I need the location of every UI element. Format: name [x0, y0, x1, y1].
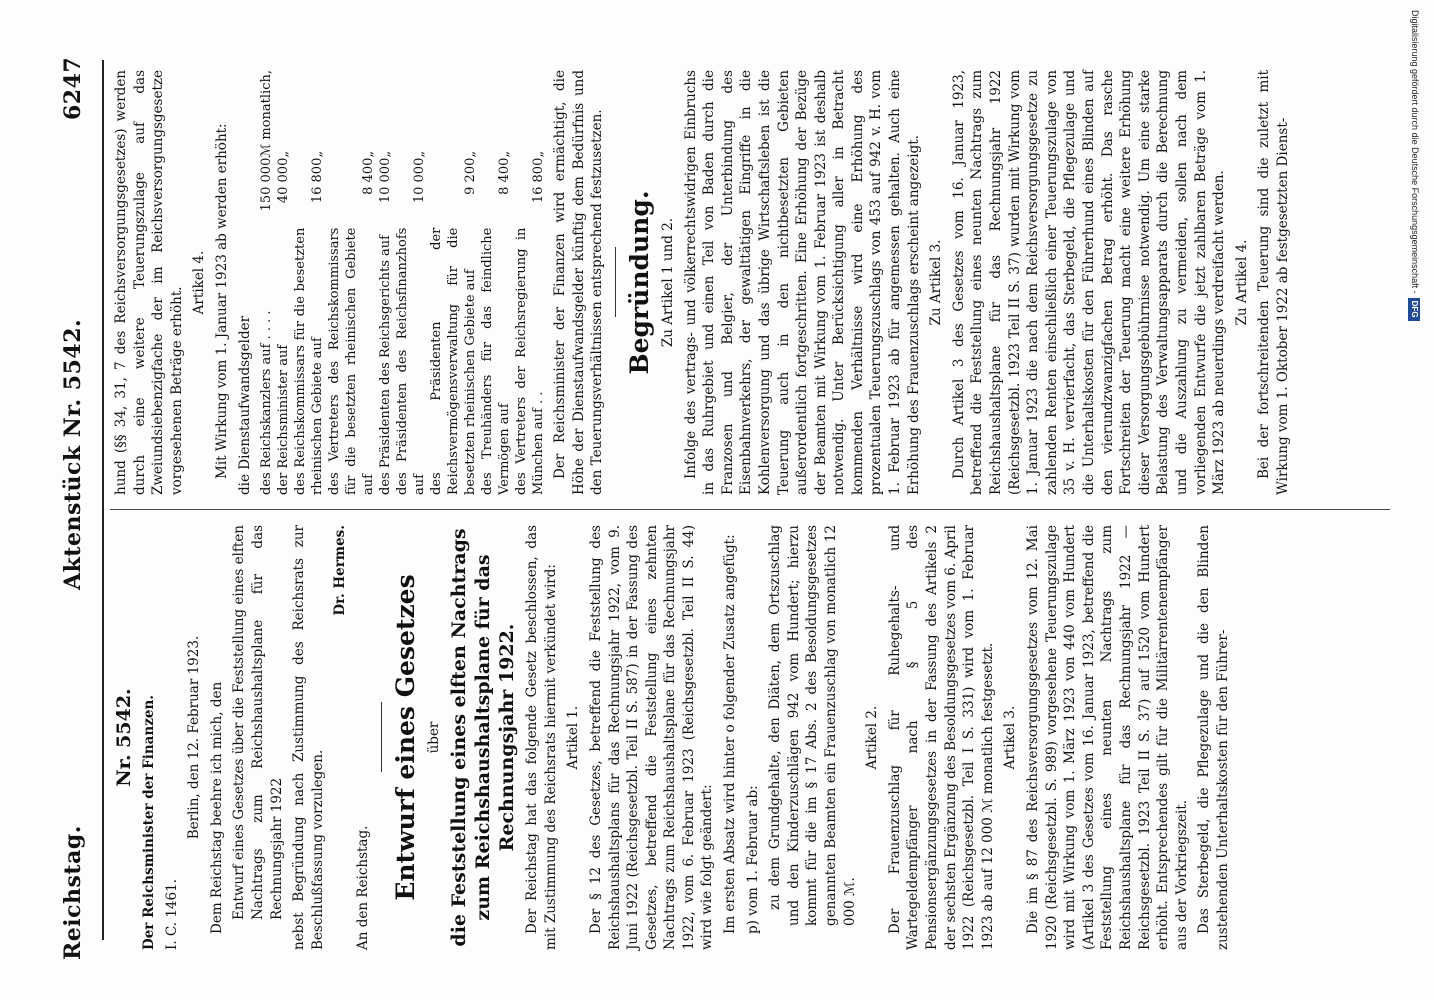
cover-bill-title: Entwurf eines Gesetzes über die Feststellung eines elften Nachtrags zum Reichshaushaltsplane für das Rechnungsjahr 1922 — [231, 525, 285, 920]
article-4-authorization: Der Reichsminister der Finanzen wird ermächtigt, die Höhe der Dienstaufwandsgelder künftig dem Bedürfnis und den Teuerungsverhältnissen entsprechend festzusetzen. — [552, 70, 606, 495]
allowance-row — [428, 70, 479, 495]
justification-text-1: Infolge des vertrags- und völkerrechtswidrigen Einbruchs in das Ruhrgebiet und einen Teil von Baden durch die Franzosen und Belgier, der Unterbindung des Eisenbahnverkehrs, der gewalttätigen Eingriffe in die Kohlenversorgung und das übrige Wirtschaftsleben ist die Teuerung auch in den nichtbesetzten Gebieten außerordentlich fortgeschritten. Eine Erhöhung der Bezüge der Beamten mit Wirkung vom 1. Februar 1923 ist deshalb notwendig. Unter Berücksichtigung aller in Betracht kommenden Verhältnisse wird eine Erhöhung des prozentualen Teuerungszuschlags von 453 auf 942 v. H. vom 1. Februar 1923 ab für angemessen gehalten. Auch eine Erhöhung des Frauenzuschlags erscheint angezeigt. — [682, 70, 922, 495]
place-date: Berlin, den 12. Februar 1923. — [186, 635, 203, 840]
allowance-unit: „ — [531, 150, 547, 158]
article-3-text: Die im § 87 des Reichsversorgungsgesetzes vom 12. Mai 1920 (Reichsgesetzbl. S. 989) vorgesehene Teuerungszulage wird mit Wirkung vom 1. März 1923 von 440 vom Hundert (Artikel 3 des Gesetzes vom 16. Januar 1923, betreffend die Feststellung eines neunten Nachtrags zum Reichshaushaltsplane für das Rechnungsjahr 1922 — Reichsgesetzbl. 1923 Teil II S. 37) auf 1520 vom Hundert erhöht. Entsprechendes gilt für die Militärrentenempfänger aus der Vorkriegszeit. — [1024, 525, 1190, 950]
funding-note-text: Digitalisierung gefördert durch die Deutsche Forschungsgemeinschaft - — [1410, 10, 1420, 294]
allowance-unit: „ — [276, 150, 292, 158]
article-3-text-2: Das Sterbegeld, die Pflegezulage und die den Blinden zustehenden Unterhaltskosten für den Führer- — [1196, 525, 1231, 950]
header-rule — [102, 60, 104, 940]
allowance-value: 8 400 — [497, 157, 513, 195]
allowance-value: 150 000 — [259, 157, 275, 212]
allowance-value: 8 400 — [361, 157, 377, 195]
allowance-unit: ℳ monatlich, — [259, 70, 275, 158]
allowance-value: 9 200 — [463, 157, 479, 195]
justification-title: Begründung. — [624, 190, 654, 375]
article-1-text: Der § 12 des Gesetzes, betreffend die Feststellung des Reichshaushaltsplans für das Rechnungsjahr 1922, vom 9. Juni 1922 (Reichsgesetzbl. Teil II S. 587) in der Fassung des Gesetzes, betreffend die Feststellung eines zehnten Nachtrags zum Reichshaushaltsplane für das Rechnungsjahr 1922, vom 6. Februar 1923 (Reichsgesetzbl. Teil II S. 44) wird wie folgt geändert: — [587, 525, 716, 950]
allowance-label: des Reichskommissars für die besetzten rheinischen Gebiete auf — [293, 227, 326, 495]
allowance-value: 10 000 — [412, 157, 428, 204]
article-1-heading: Artikel 1. — [565, 705, 582, 770]
allowance-label: des Vertreters der Reichsregierung in München auf . . — [514, 227, 547, 495]
article-1-item-p: p) vom 1. Februar ab: — [744, 785, 761, 934]
article-4-intro: Mit Wirkung vom 1. Januar 1923 ab werden erhöht: — [213, 123, 230, 479]
preamble: Der Reichstag hat das folgende Gesetz beschlossen, das mit Zustimmung des Reichsrats hiermit verkündet wird: — [524, 525, 559, 950]
bill-title-subject: die Feststellung eines elften Nachtrags zum Reichshaushaltsplane für das Rechnungsjahr 1922. — [448, 528, 519, 947]
separator-line — [615, 248, 616, 318]
allowance-label: der Reichsminister auf — [276, 344, 292, 495]
article-1-amendment: Im ersten Absatz wird hinter o folgender Zusatz angefügt: — [722, 534, 739, 934]
allowance-row — [326, 70, 377, 495]
allowance-row — [292, 70, 326, 495]
sender: Der Reichsminister der Finanzen. — [141, 695, 157, 950]
article-3-heading: Artikel 3. — [1002, 705, 1019, 770]
allowance-value: 10 000 — [378, 157, 394, 204]
article-2-text: Der Frauenzuschlag für Ruhegehalts- und Wartegeldempfänger nach § 5 des Pensionsergänzungsgesetzes in der Fassung des Artikels 2 der sechsten Ergänzung des Besoldungsgesetzes vom 6. April 1922 (Reichsgesetzbl. Teil I S. 331) wird vom 1. Februar 1923 ab auf 12 000 ℳ monatlich festgesetzt. — [886, 525, 996, 950]
allowance-value: 40 000 — [276, 157, 292, 204]
allowance-unit: „ — [497, 150, 513, 158]
dfg-logo: DFG — [1408, 298, 1420, 321]
funding-note — [1404, 10, 1426, 990]
left-column — [112, 525, 1237, 950]
justification-heading-3: Zu Artikel 3. — [928, 239, 945, 326]
allowance-row — [258, 70, 275, 495]
header-center: Aktenstück Nr. 5542. — [60, 318, 86, 590]
running-header — [60, 50, 100, 1000]
cover-paragraph-2: nebst Begründung nach Zustimmung des Reichsrats zur Beschlußfassung vorzulegen. — [291, 525, 326, 950]
allowance-label: des Treuhänders für das feindliche Vermögen auf — [480, 227, 513, 495]
header-page-number: 6247 — [60, 56, 86, 120]
document-number: Nr. 5542. — [113, 688, 135, 787]
allowance-label: des Präsidenten des Reichsgerichts auf — [378, 235, 394, 495]
article-4-heading: Artikel 4. — [191, 250, 208, 315]
allowance-row — [394, 70, 428, 495]
allowance-row — [377, 70, 394, 495]
allowance-row — [513, 70, 547, 495]
allowance-table — [258, 70, 547, 495]
allowance-label: des Vertreters des Reichskommissars für die besetzten rheinischen Gebiete auf — [327, 227, 377, 495]
reference: I. C. 1461. — [163, 879, 180, 950]
column-separator — [110, 509, 1390, 510]
article-1-item-text: zu dem Grundgehalte, den Diäten, dem Ortszuschlag und den Kinderzuschlägen 942 vom Hundert; hierzu kommt für die im § 17 Abs. 2 des Besoldungsgesetzes genannten Beamten ein Frauenzuschlag von monatlich 12 000 ℳ. — [767, 525, 858, 926]
allowance-label: des Präsidenten der Reichsvermögensverwaltung für die besetzten rheinischen Gebiete auf — [429, 227, 479, 495]
allowance-label: des Präsidenten des Reichsfinanzhofs auf — [395, 227, 428, 495]
justification-heading-4: Zu Artikel 4. — [1233, 239, 1250, 326]
addressee: An den Reichstag. — [354, 825, 371, 950]
separator-line — [381, 703, 382, 773]
header-left: Reichstag. — [60, 825, 86, 960]
article-4-subject: die Dienstaufwandsgelder — [236, 315, 253, 495]
allowance-unit: „ — [310, 150, 326, 158]
allowance-unit: „ — [361, 150, 377, 158]
allowance-row — [479, 70, 513, 495]
allowance-value: 16 800 — [531, 157, 547, 204]
side-margin-note — [1408, 10, 1430, 990]
article-2-heading: Artikel 2. — [864, 705, 881, 770]
cover-paragraph-1: Dem Reichstag beehre ich mich, den — [208, 681, 225, 934]
allowance-unit: „ — [412, 150, 428, 158]
justification-text-4: Bei der fortschreitenden Teuerung sind die zuletzt mit Wirkung vom 1. Oktober 1922 ab festgesetzten Dienst- — [1256, 70, 1291, 495]
bill-title-connector: über — [425, 721, 442, 754]
justification-heading-1: Zu Artikel 1 und 2. — [659, 217, 676, 348]
continuation-text: hund (§§ 34, 31, 7 des Reichsversorgungsgesetzes) werden durch eine weitere Teuerungszulage auf das Zweiundsiebenzigfache der im Reichsversorgungsgesetze vorgesehenen Beträge erhöht. — [113, 70, 185, 495]
allowance-value: 16 800 — [310, 157, 326, 204]
allowance-row — [275, 70, 292, 495]
right-column — [112, 70, 1297, 495]
allowance-label: des Reichskanzlers auf . . . . — [259, 310, 275, 495]
allowance-unit: „ — [378, 150, 394, 158]
signature: Dr. Hermes. — [332, 525, 349, 616]
bill-title-main: Entwurf eines Gesetzes — [390, 574, 420, 901]
justification-text-3: Durch Artikel 3 des Gesetzes vom 16. Januar 1923, betreffend die Feststellung eines neunten Nachtrags zum Reichshaushaltsplane für das Rechnungsjahr 1922 (Reichsgesetzbl. 1923 Teil II S. 37) wurden mit Wirkung vom 1. Januar 1923 die nach dem Reichsversorgungsgesetze zu zahlenden Renten einschließlich einer Teuerungszulage von 35 v. H. vervierfacht, das Sterbegeld, die Pflegezulage und die Unterhaltskosten für den Führerhund eines Blinden auf den vierundzwanzigfachen Betrag erhöht. Das rasche Fortschreiten der Teuerung macht eine weitere Erhöhung dieser Versorgungsgebührnisse notwendig. Um eine starke Belastung des Verwaltungsapparats durch die Berechnung und die Auszahlung zu vermeiden, sollen nach dem vorliegenden Entwurfe die jetzt zahlbaren Beträge vom 1. März 1923 ab neuerdings verdreifacht werden. — [950, 70, 1228, 495]
allowance-unit: „ — [463, 150, 479, 158]
